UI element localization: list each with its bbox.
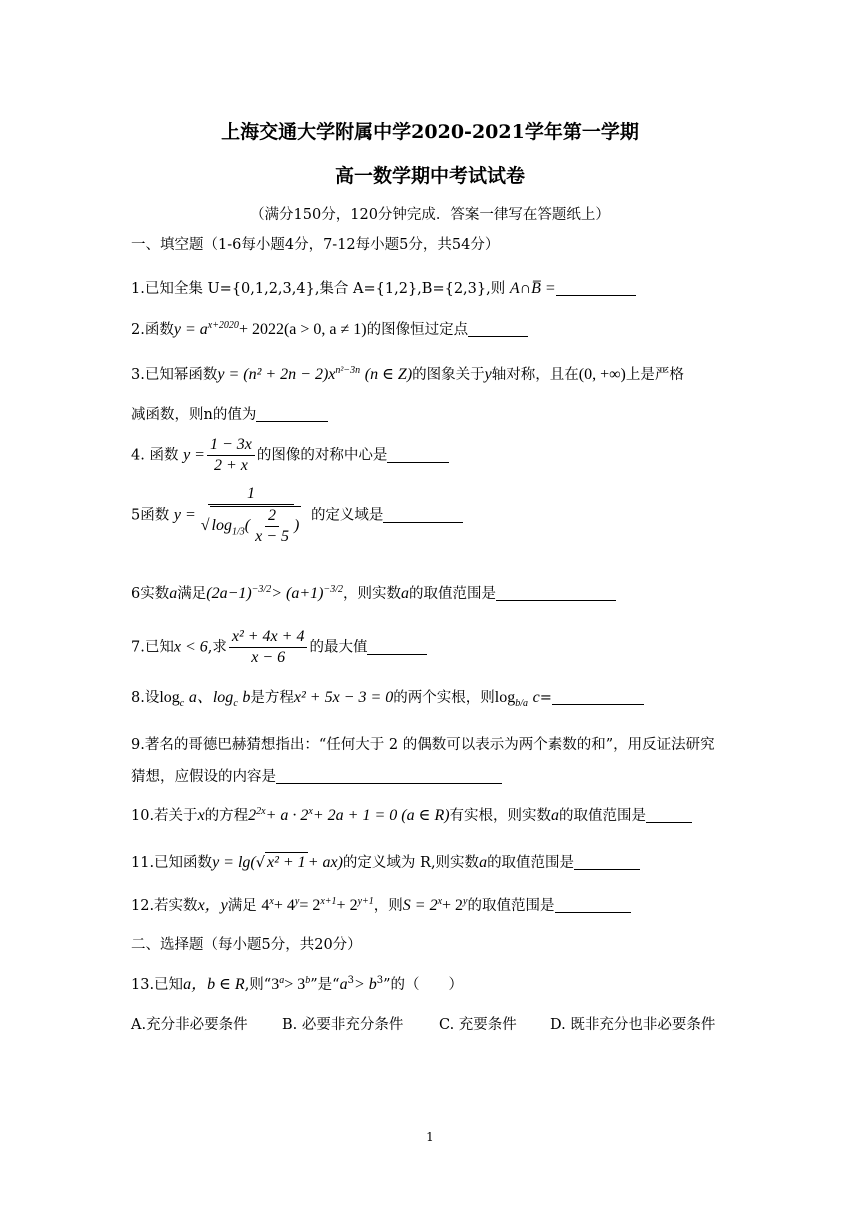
q4-denominator: 2 + x — [213, 457, 248, 474]
q13-exp4: 3 — [376, 975, 384, 987]
q8-math2: b — [242, 689, 251, 706]
option-c[interactable]: C. 充要条件 — [439, 1017, 517, 1033]
q4-fraction — [207, 436, 255, 475]
question-3 — [131, 365, 684, 385]
q13-math2: > 3 — [284, 976, 306, 993]
question-2 — [131, 320, 528, 340]
exam-title: 上海交通大学附属中学2020-2021学年第一学期 — [221, 121, 639, 143]
option-a[interactable]: A.充分非必要条件 — [131, 1017, 248, 1033]
q6-exponent2: −3/2 — [323, 584, 343, 596]
q6-var2: a — [401, 585, 409, 602]
q11-sqrt: x² + 1 — [266, 854, 306, 871]
q2-math: y = a — [173, 321, 208, 338]
q4-math: y = — [183, 446, 205, 464]
q1-text: 1.已知全集 U={0,1,2,3,4},集合 A={1,2},B={2,3},则 — [131, 281, 506, 297]
q11-math: y = lg( — [212, 854, 256, 871]
q7-fraction — [229, 628, 308, 667]
q12-exp4: y+1 — [357, 896, 374, 908]
q11-text2: 的定义域为 R,则实数 — [342, 855, 480, 871]
q6-text3: ，则实数 — [343, 586, 401, 602]
q5-math: y = — [173, 506, 196, 524]
question-6 — [131, 584, 616, 604]
q8-math1: a、log — [188, 689, 234, 706]
q8-text3: 的两个实根，则 — [393, 690, 495, 706]
q12-exp6: y — [463, 896, 468, 908]
q3-var-y: y — [484, 366, 492, 383]
q5-inner-den: x − 5 — [255, 528, 289, 545]
q6-text: 6实数 — [131, 586, 170, 602]
q11-text3: 的取值范围是 — [487, 855, 575, 871]
q5-text2: 的定义域是 — [310, 507, 384, 524]
q5-answer-blank — [383, 506, 463, 523]
q5-inner-num: 2 — [265, 507, 279, 527]
question-5 — [131, 485, 463, 546]
q6-math: (2a−1) — [206, 585, 252, 602]
page-number: 1 — [426, 1130, 434, 1144]
question-8 — [131, 688, 644, 708]
q3-text: 3.已知幂函数 — [131, 367, 218, 383]
q13-exp1: a — [279, 975, 285, 987]
q10-var-a: a — [551, 807, 560, 824]
q4-text: 4. 函数 — [131, 447, 179, 464]
q2-math2: + 2022(a > 0, a ≠ 1) — [238, 321, 367, 338]
q8-answer-blank — [552, 688, 644, 705]
q12-exp5: x — [437, 896, 443, 908]
q13-math3: a — [339, 976, 348, 993]
q1-answer-blank — [556, 279, 636, 296]
q3-text3: 轴对称，且在 — [491, 367, 579, 383]
q8-base3: b/a — [515, 697, 528, 709]
q6-text2: 满足 — [177, 586, 207, 602]
q13-text3: ”是“ — [310, 977, 340, 993]
question-10 — [131, 806, 692, 826]
q5-log-base: 1/3 — [231, 526, 245, 538]
q12-s: S = 2 — [402, 897, 438, 914]
q2-exponent: x+2020 — [207, 320, 239, 332]
q8-math3: c — [532, 689, 540, 706]
q3-interval: (0, +∞) — [578, 366, 626, 383]
q4-answer-blank — [387, 446, 449, 463]
q6-answer-blank — [496, 584, 616, 601]
q8-log3: log — [494, 689, 516, 706]
q9-text: 9.著名的哥德巴赫猜想指出：“任何大于 2 的偶数可以表示为两个素数的和”，用反证法研究 — [131, 737, 715, 753]
q13-math1: 3 — [271, 976, 280, 993]
q6-var: a — [169, 585, 178, 602]
q13-text4: ”的（ ） — [383, 977, 464, 993]
exam-subtitle: 高一数学期中考试试卷 — [334, 165, 525, 187]
q10-text: 10.若关于 — [131, 808, 198, 824]
option-d[interactable]: D. 既非充分也非必要条件 — [550, 1017, 716, 1033]
q10-text3: 有实根，则实数 — [449, 808, 552, 824]
q13-exp2: b — [305, 975, 311, 987]
q8-text: 8.设 — [131, 690, 160, 706]
question-1 — [131, 279, 636, 299]
q5-text: 5函数 — [131, 507, 170, 524]
q5-fraction — [198, 485, 305, 546]
q11-answer-blank — [574, 853, 640, 870]
q9-text2: 猜想，应假设的内容是 — [131, 769, 276, 785]
q6-exponent1: −3/2 — [251, 584, 272, 596]
section-heading-fill: 一、填空题（1-6每小题4分，7-12每小题5分，共54分） — [131, 237, 500, 253]
q13-text: 13.已知 — [131, 977, 184, 993]
q3-text5: 减函数，则n的值为 — [131, 407, 257, 423]
q4-numerator: 1 − 3x — [207, 436, 255, 456]
question-12 — [131, 896, 631, 916]
question-13-options — [131, 1015, 715, 1035]
q10-answer-blank — [646, 806, 692, 823]
q13-exp3: 3 — [347, 975, 354, 987]
q3-math: y = (n² + 2n − 2)x — [217, 366, 336, 383]
q11-math2: + ax) — [307, 854, 343, 871]
question-7 — [131, 628, 427, 667]
exam-note: （满分150分，120分钟完成．答案一律写在答题纸上） — [250, 207, 610, 223]
q13-text2: ,则“ — [244, 977, 272, 993]
q5-numerator: 1 — [208, 485, 294, 505]
q5-sqrt: $\log_{1/3}$( $\frac{2}{x - 5}$ ) — [211, 507, 300, 545]
q13-math4: > b — [353, 976, 377, 993]
q12-exp2: y — [294, 896, 300, 908]
q3-text2: 的图象关于 — [412, 367, 485, 383]
q7-text3: 的最大值 — [309, 639, 368, 656]
q8-base1: c — [179, 697, 185, 709]
q1-math: A∩B̅ = — [509, 280, 556, 297]
q11-text: 11.已知函数 — [131, 855, 213, 871]
q12-exp3: x+1 — [320, 896, 337, 908]
question-11: 11.已知函数y = lg(√ x² + 1 + ax)的定义域为 R,则实数a的取值范围是 — [131, 852, 640, 873]
q7-numerator: x² + 4x + 4 — [229, 628, 308, 648]
q10-math: 2 — [248, 807, 257, 824]
question-9-line-2 — [131, 767, 502, 787]
q12-math2: + 4 — [273, 897, 295, 914]
q9-answer-blank — [276, 767, 502, 784]
q10-var-x: x — [197, 807, 205, 824]
q11-var-a: a — [479, 854, 488, 871]
q8-base2: c — [233, 697, 238, 709]
q7-answer-blank — [367, 638, 427, 655]
q4-text2: 的图像的对称中心是 — [256, 447, 388, 464]
q10-text4: 的取值范围是 — [559, 808, 647, 824]
q10-exp2: x — [308, 806, 313, 818]
q12-math: 4 — [261, 897, 270, 914]
q5-log: log — [211, 517, 232, 535]
q5-denominator: √ $\log_{1/3}$( $\frac{2}{x - 5}$ ) — [200, 507, 300, 545]
q12-s2: + 2 — [442, 897, 464, 914]
q8-log1: log — [159, 689, 180, 706]
question-3-line-2 — [131, 405, 328, 425]
q12-math3: = 2 — [299, 897, 321, 914]
q12-vars: x，y — [197, 897, 228, 914]
q6-math2: > (a+1) — [271, 585, 324, 602]
q12-text4: 的取值范围是 — [467, 898, 555, 914]
q8-equation: x² + 5x − 3 = 0 — [293, 689, 394, 706]
q10-math2: + a · 2 — [265, 807, 309, 824]
option-b[interactable]: B. 必要非充分条件 — [282, 1017, 404, 1033]
q3-exponent: n²−3n — [335, 365, 361, 377]
question-4 — [131, 436, 449, 475]
q12-math4: + 2 — [336, 897, 358, 914]
q8-text2: 是方程 — [250, 690, 294, 706]
question-13 — [131, 975, 463, 995]
q7-text: 7.已知 — [131, 639, 174, 656]
q6-text4: 的取值范围是 — [409, 586, 496, 602]
q7-math: x < 6 — [173, 638, 208, 656]
q12-exp1: x — [269, 896, 274, 908]
q12-text: 12.若实数 — [131, 898, 198, 914]
q10-text2: 的方程 — [204, 808, 249, 824]
q10-exp1: 2x — [256, 806, 266, 818]
q7-text2: ,求 — [207, 639, 227, 656]
q12-text3: ，则 — [373, 898, 403, 914]
section-heading-choice: 二、选择题（每小题5分，共20分） — [131, 937, 362, 953]
q3-answer-blank — [256, 405, 328, 422]
question-9 — [131, 735, 715, 755]
q2-text2: 的图像恒过定点 — [366, 322, 469, 338]
q12-text2: 满足 — [227, 898, 257, 914]
q3-math2: (n ∈ Z) — [364, 366, 413, 383]
q7-denominator: x − 6 — [251, 649, 286, 666]
q5-inner-fraction — [252, 507, 292, 546]
q8-text4: = — [539, 690, 552, 706]
q2-answer-blank — [468, 320, 528, 337]
q10-math3: + 2a + 1 = 0 (a ∈ R) — [312, 807, 450, 824]
q12-answer-blank — [555, 896, 631, 913]
q13-vars: a，b ∈ R — [183, 976, 245, 993]
q2-text: 2.函数 — [131, 322, 174, 338]
q3-text4: 上是严格 — [625, 367, 684, 383]
